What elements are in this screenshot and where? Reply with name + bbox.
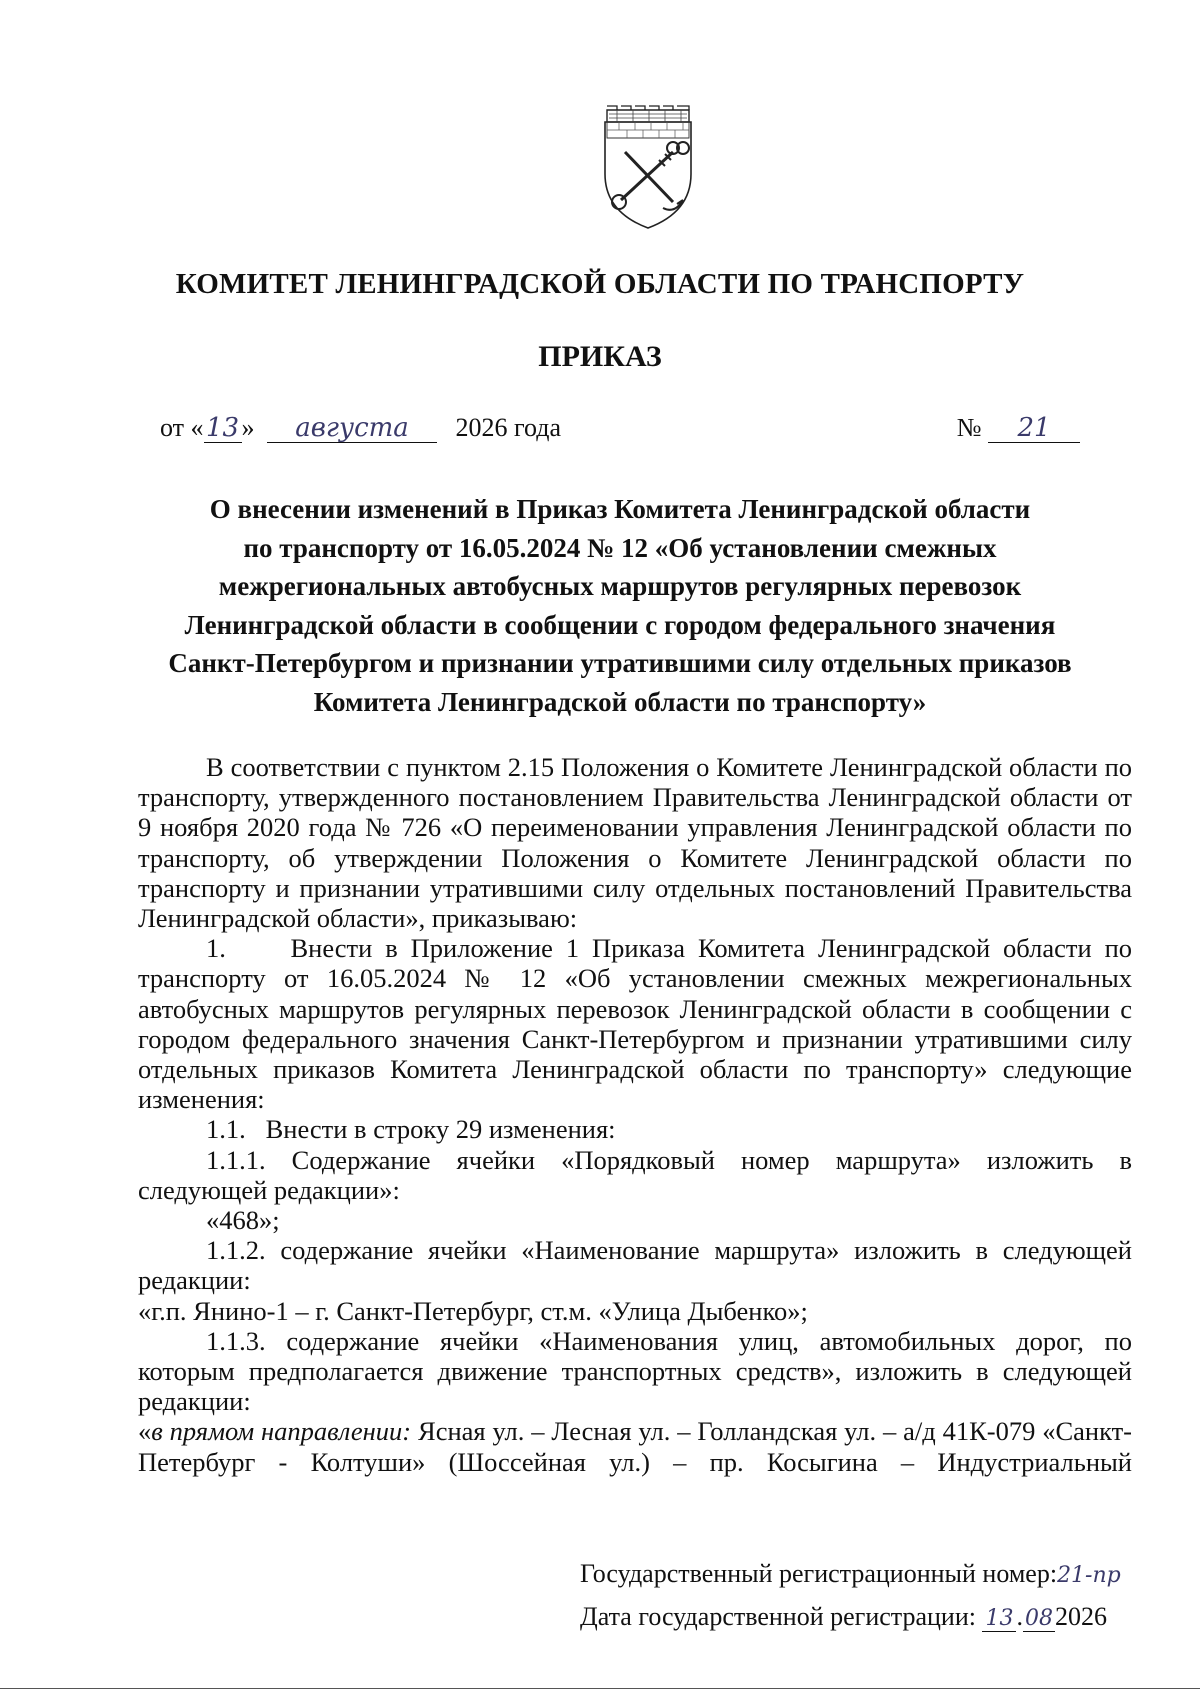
subject-line: О внесении изменений в Приказ Комитета Ленинградской области xyxy=(209,494,1031,524)
item-1-1-1-value: «468»; xyxy=(206,1205,280,1236)
registration-date-sep: . xyxy=(1016,1602,1023,1631)
registration-date-label: Дата государственной регистрации: xyxy=(580,1602,976,1631)
date-mid: » xyxy=(241,413,255,442)
registration-number-line xyxy=(580,1553,1121,1596)
committee-name: КОМИТЕТ ЛЕНИНГРАДСКОЙ ОБЛАСТИ ПО ТРАНСПОРТУ xyxy=(175,268,1025,300)
preamble-paragraph: В соответствии с пунктом 2.15 Положения о Комитете Ленинградской области по транспорту, утвержденного постановлением Правительства Ленинградской области от 9 ноября 2020 года № 726 «О переименовании управления Ленинградской области по транспорту, об утверждении Положения о Комитете Ленинградской области по транспорту и признании утратившими силу отдельных постановлений Правительства Ленинградской области», приказываю: xyxy=(138,752,1132,934)
date-day: 13 xyxy=(204,414,242,443)
item-1-1-2: 1.1.2. содержание ячейки «Наименование маршрута» изложить в следующей редакции: xyxy=(138,1235,1132,1296)
subject-line: Санкт-Петербургом и признании утратившими силу отдельных приказов xyxy=(168,648,1072,678)
registration-date-year: 2026 xyxy=(1054,1602,1107,1631)
date-and-number-line xyxy=(160,413,1120,453)
value-open-quote: « xyxy=(138,1416,152,1447)
direction-label: в прямом направлении: xyxy=(151,1416,412,1447)
date-year: 2026 года xyxy=(455,413,562,442)
registration-number-label: Государственный регистрационный номер: xyxy=(580,1559,1058,1588)
document-type-title: ПРИКАЗ xyxy=(538,340,662,373)
subject-line: Ленинградской области в сообщении с городом федерального значения xyxy=(184,609,1056,640)
item-1-1-2-value: «г.п. Янино-1 – г. Санкт-Петербург, ст.м. «Улица Дыбенко»; xyxy=(138,1295,808,1326)
coat-of-arms-icon xyxy=(599,104,697,232)
subject-line: Комитета Ленинградской области по транспорту» xyxy=(313,686,927,717)
date-month: августа xyxy=(267,414,437,443)
order-number-label: № xyxy=(956,413,982,442)
page-bottom-rule xyxy=(0,1688,1200,1689)
order-subject xyxy=(150,490,1090,721)
order-number-block xyxy=(957,413,1080,443)
subject-line: межрегиональных автобусных маршрутов регулярных перевозок xyxy=(218,571,1022,601)
subject-line: по транспорту от 16.05.2024 № 12 «Об установлении смежных xyxy=(243,532,997,563)
registration-block xyxy=(580,1553,1121,1637)
item-1-1-3: 1.1.3. содержание ячейки «Наименования улиц, автомобильных дорог, по которым предполагается движение транспортных средств», изложить в следующей редакции: xyxy=(138,1325,1132,1417)
item-1-1: 1.1. Внести в строку 29 изменения: xyxy=(206,1114,616,1145)
order-body xyxy=(138,752,1132,1477)
registration-date-month: 08 xyxy=(1024,1606,1053,1631)
item-1-1-3-value xyxy=(138,1416,1132,1476)
order-number: 21 xyxy=(988,414,1080,443)
item-1: 1. Внести в Приложение 1 Приказа Комитета Ленинградской области по транспорту от 16.05.2024 № 12 «Об установлении смежных межрегиональных автобусных маршрутов регулярных перевозок Ленинградской области в сообщении с городом федерального значения Санкт-Петербургом и признании утратившими силу отдельных приказов Комитета Ленинградской области по транспорту» следующие изменения: xyxy=(138,933,1132,1115)
registration-number-value: 21-пр xyxy=(1057,1563,1121,1588)
registration-date-line xyxy=(580,1596,1121,1637)
route-streets: Ясная ул. – Лесная ул. – Голландская ул. – а/д 41К-079 «Санкт-Петербург - Колтуши» (Шоссейная ул.) – пр. Косыгина – Индустриальный xyxy=(138,1416,1132,1477)
date-prefix: от « xyxy=(160,413,204,442)
registration-date-day: 13 xyxy=(982,1607,1016,1632)
item-1-1-1: 1.1.1. Содержание ячейки «Порядковый номер маршрута» изложить в следующей редакции»: xyxy=(138,1144,1132,1205)
